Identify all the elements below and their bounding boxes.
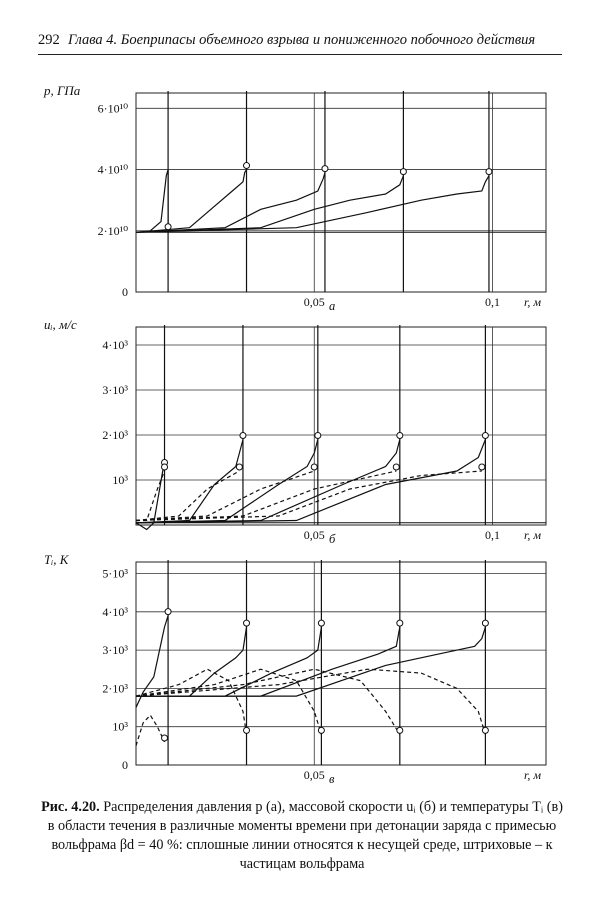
panel-label: б <box>329 532 336 546</box>
data-point-marker <box>244 163 250 169</box>
data-point-marker <box>486 169 492 175</box>
y-tick-label: 4·10³ <box>102 604 128 619</box>
data-point-marker <box>479 464 485 470</box>
series-line-dashed <box>136 669 321 734</box>
data-point-marker <box>397 620 403 626</box>
series-line-dashed <box>136 471 482 521</box>
x-axis-label: r, м <box>524 768 541 782</box>
y-tick-label: 0 <box>122 285 128 299</box>
y-tick-label: 2·10¹⁰ <box>97 223 128 238</box>
figure-caption <box>40 798 564 874</box>
series-line-solid <box>136 627 485 696</box>
data-point-marker <box>240 433 246 439</box>
series-line-solid <box>136 176 403 233</box>
plot-frame-b <box>136 327 546 525</box>
data-point-marker <box>311 464 317 470</box>
x-tick-label: 0,1 <box>485 528 501 542</box>
data-point-marker <box>244 727 250 733</box>
x-tick-label: 0,05 <box>303 768 325 782</box>
y-tick-label: 2·10³ <box>102 428 128 442</box>
running-title: Глава 4. Боеприпасы объемного взрыва и пониженного побочного действия <box>68 32 536 48</box>
series-line-solid <box>136 440 485 523</box>
x-axis-label: r, м <box>524 528 541 542</box>
y-tick-label: 4·10³ <box>102 338 128 352</box>
series-line-solid <box>136 627 400 696</box>
series-line-solid <box>136 170 247 233</box>
x-axis-label: r, м <box>524 295 541 309</box>
data-point-marker <box>482 727 488 733</box>
y-tick-label: 2·10³ <box>102 681 128 696</box>
page-number: 292 <box>38 32 60 48</box>
series-line-dashed <box>136 471 239 521</box>
data-point-marker <box>397 433 403 439</box>
y-tick-label: 10³ <box>112 473 128 487</box>
y-tick-label: 6·10¹⁰ <box>97 101 128 116</box>
y-axis-label: p, ГПа <box>44 83 81 98</box>
plot-frame-a <box>136 93 546 292</box>
data-point-marker <box>165 224 171 230</box>
data-point-marker <box>162 464 168 470</box>
series-line-solid <box>136 440 400 523</box>
data-point-marker <box>165 609 171 615</box>
series-line-dashed <box>136 669 485 734</box>
y-tick-label: 10³ <box>112 719 128 734</box>
data-point-marker <box>318 620 324 626</box>
x-tick-label: 0,05 <box>303 528 325 542</box>
data-point-marker <box>400 169 406 175</box>
data-point-marker <box>482 433 488 439</box>
data-point-marker <box>236 464 242 470</box>
data-point-marker <box>393 464 399 470</box>
data-point-marker <box>162 735 168 741</box>
plot-frame-c <box>136 562 546 765</box>
y-tick-label: 4·10¹⁰ <box>97 162 128 177</box>
series-line-dashed <box>136 715 165 746</box>
panel-label: в <box>329 772 335 786</box>
data-point-marker <box>322 166 328 172</box>
series-line-dashed <box>136 471 165 521</box>
data-point-marker <box>318 727 324 733</box>
y-axis-label: Tᵢ, К <box>44 552 69 567</box>
data-point-marker <box>397 727 403 733</box>
x-tick-label: 0,1 <box>485 295 501 309</box>
data-point-marker <box>244 620 250 626</box>
x-tick-label: 0,05 <box>303 295 325 309</box>
series-line-solid <box>136 173 325 233</box>
y-tick-label: 3·10³ <box>102 643 128 658</box>
series-line-solid <box>136 176 489 233</box>
y-tick-label: 3·10³ <box>102 383 128 397</box>
series-line-solid <box>136 440 243 523</box>
data-point-marker <box>315 433 321 439</box>
y-axis-label: uᵢ, м/с <box>44 317 77 332</box>
series-line-solid <box>136 440 318 523</box>
y-tick-label: 5·10³ <box>102 566 128 581</box>
data-point-marker <box>482 620 488 626</box>
caption-text: Распределения давления p (а), массовой скорости uᵢ (б) и температуры Tᵢ (в) в области течения в различные моменты времени при детонации заряда с примесью вольфрама βd = 40 %: сплошные линии относятся к несущей среде, штриховые – к частицам вольфрама <box>47 799 563 872</box>
panel-label: а <box>329 299 336 313</box>
series-line-solid <box>136 170 168 233</box>
series-line-dashed <box>136 669 400 734</box>
caption-label: Рис. 4.20. <box>41 799 100 815</box>
y-tick-label: 0 <box>122 758 128 772</box>
